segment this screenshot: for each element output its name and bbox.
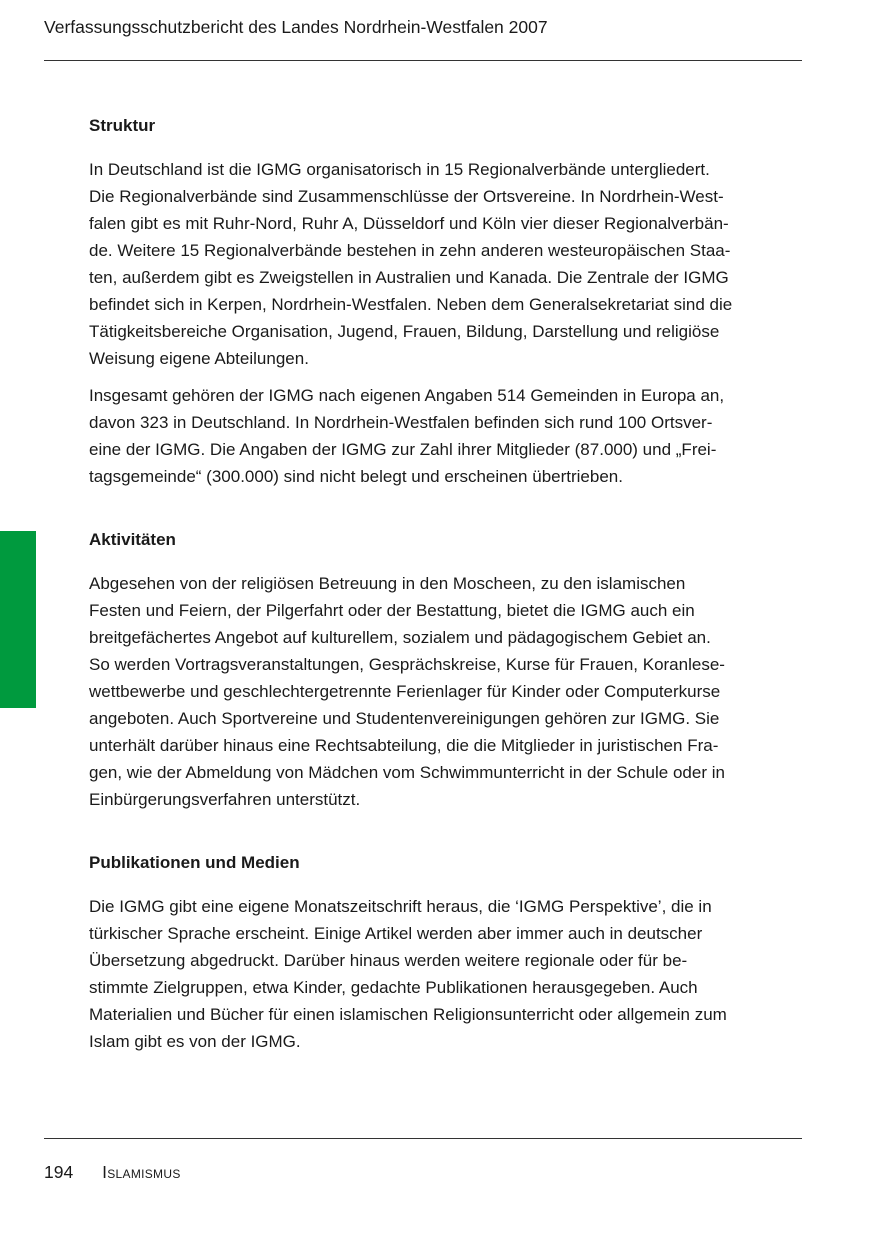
page-footer	[44, 1162, 181, 1183]
text-line: Tätigkeitsbereiche Organisation, Jugend, Frauen, Bildung, Darstellung und religiöse	[89, 322, 720, 341]
paragraph	[89, 156, 801, 372]
text-line: eine der IGMG. Die Angaben der IGMG zur Zahl ihrer Mitglieder (87.000) und „Frei-	[89, 440, 717, 459]
section-spacer	[89, 823, 801, 849]
paragraph	[89, 382, 801, 490]
text-line: unterhält darüber hinaus eine Rechtsabteilung, die die Mitglieder in juristischen Fra-	[89, 736, 719, 755]
text-line: angeboten. Auch Sportvereine und Studentenvereinigungen gehören zur IGMG. Sie	[89, 709, 720, 728]
text-line: türkischer Sprache erscheint. Einige Artikel werden aber immer auch in deutscher	[89, 924, 703, 943]
page-body	[89, 112, 801, 1065]
text-line: Weisung eigene Abteilungen.	[89, 349, 309, 368]
text-line: Festen und Feiern, der Pilgerfahrt oder der Bestattung, bietet die IGMG auch ein	[89, 601, 695, 620]
section-spacer	[89, 500, 801, 526]
text-line: Übersetzung abgedruckt. Darüber hinaus werden weitere regionale oder für be-	[89, 951, 688, 970]
paragraph	[89, 570, 801, 813]
text-line: Die IGMG gibt eine eigene Monatszeitschrift heraus, die ‘IGMG Perspektive’, die in	[89, 897, 712, 916]
text-line: stimmte Zielgruppen, etwa Kinder, gedachte Publikationen herausgegeben. Auch	[89, 978, 698, 997]
section-heading: Aktivitäten	[89, 530, 176, 549]
text-line: Die Regionalverbände sind Zusammenschlüsse der Ortsvereine. In Nordrhein-West-	[89, 187, 724, 206]
text-line: In Deutschland ist die IGMG organisatorisch in 15 Regionalverbände untergliedert.	[89, 160, 710, 179]
text-line: ten, außerdem gibt es Zweigstellen in Australien und Kanada. Die Zentrale der IGMG	[89, 268, 729, 287]
paragraph	[89, 893, 801, 1055]
text-line: Materialien und Bücher für einen islamischen Religionsunterricht oder allgemein zum	[89, 1005, 727, 1024]
running-header-title: Verfassungsschutzbericht des Landes Nordrhein-Westfalen 2007	[44, 17, 548, 37]
footer-rule	[44, 1138, 802, 1139]
text-line: tagsgemeinde“ (300.000) sind nicht belegt und erscheinen übertrieben.	[89, 467, 623, 486]
page-number: 194	[44, 1162, 74, 1182]
section-heading: Publikationen und Medien	[89, 853, 300, 872]
text-line: Einbürgerungsverfahren unterstützt.	[89, 790, 361, 809]
text-line: falen gibt es mit Ruhr-Nord, Ruhr A, Düsseldorf und Köln vier dieser Regionalverbän-	[89, 214, 729, 233]
text-line: wettbewerbe und geschlechtergetrennte Ferienlager für Kinder oder Computerkurse	[89, 682, 721, 701]
text-line: davon 323 in Deutschland. In Nordrhein-Westfalen befinden sich rund 100 Ortsver-	[89, 413, 713, 432]
text-line: Islam gibt es von der IGMG.	[89, 1032, 301, 1051]
section-publikationen	[89, 849, 801, 1055]
chapter-side-tab	[0, 531, 36, 708]
text-line: So werden Vortragsveranstaltungen, Gesprächskreise, Kurse für Frauen, Koranlese-	[89, 655, 725, 674]
section-struktur	[89, 112, 801, 490]
text-line: befindet sich in Kerpen, Nordrhein-Westfalen. Neben dem Generalsekretariat sind die	[89, 295, 733, 314]
text-line: Insgesamt gehören der IGMG nach eigenen Angaben 514 Gemeinden in Europa an,	[89, 386, 725, 405]
text-line: breitgefächertes Angebot auf kulturellem, sozialem und pädagogischem Gebiet an.	[89, 628, 711, 647]
footer-section-name: Islamismus	[102, 1162, 181, 1182]
section-heading: Struktur	[89, 116, 156, 135]
text-line: Abgesehen von der religiösen Betreuung in den Moscheen, zu den islamischen	[89, 574, 686, 593]
header-rule	[44, 60, 802, 61]
text-line: de. Weitere 15 Regionalverbände bestehen in zehn anderen westeuropäischen Staa-	[89, 241, 731, 260]
section-aktivitaeten	[89, 526, 801, 813]
text-line: gen, wie der Abmeldung von Mädchen vom Schwimmunterricht in der Schule oder in	[89, 763, 725, 782]
